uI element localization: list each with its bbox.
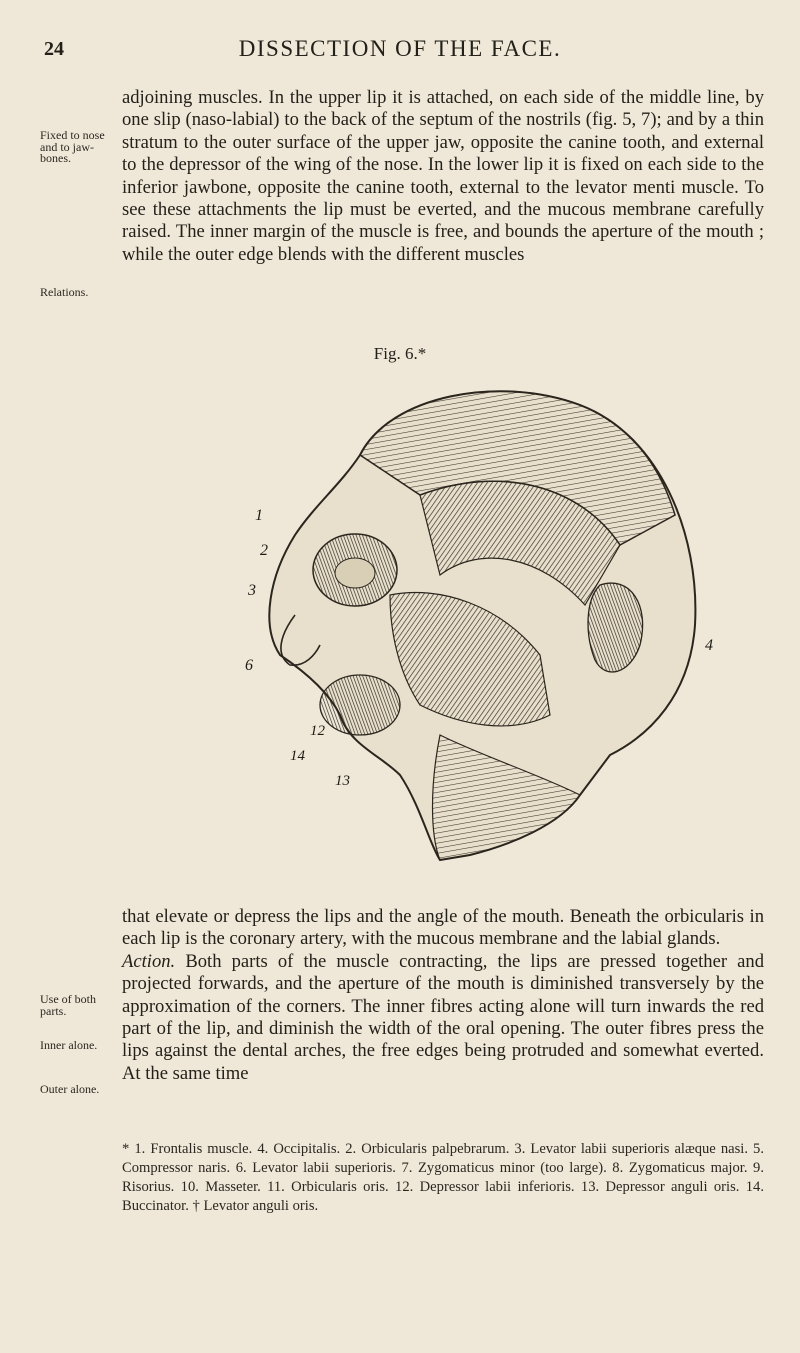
figure-label: 6	[245, 657, 253, 674]
margin-note-outer: Outer alone.	[40, 1082, 100, 1096]
running-title: DISSECTION OF THE FACE.	[238, 36, 562, 61]
margin-note-relations: Relations.	[40, 285, 89, 299]
body-paragraph-bottom	[122, 906, 764, 1085]
figure-label: 12	[310, 723, 325, 739]
page-header	[0, 32, 800, 72]
paragraph-text-2: Both parts of the muscle contracting, the lips are pressed together and projected forwards, and the aperture of the mouth is diminished transversely by the approximation of the corners. The inner fibres acting alone will turn inwards the red part of the lip, and diminish the width of the oral opening. The outer fibres press the lips against the dental arches, the free edges being protruded and somewhat everted. At the same time	[122, 950, 764, 1084]
figure-label: 1	[255, 507, 263, 524]
head-muscles-illustration	[240, 375, 720, 865]
figure-label: 14	[290, 748, 305, 764]
margin-note-use-both: Use of both parts.	[40, 992, 96, 1018]
figure-caption: Fig. 6.*	[373, 344, 427, 363]
body-paragraph-top	[122, 87, 764, 266]
figure-footnote: * 1. Frontalis muscle. 4. Occipitalis. 2. Orbicularis palpebrarum. 3. Levator labii superioris alæque nasi. 5. Compressor naris. 6. Levator labii superioris. 7. Zygomaticus minor (too large). 8. Zygomaticus major. 9. Risorius. 10. Masseter. 11. Orbicularis oris. 12. Depressor labii inferioris. 13. Depressor anguli oris. 14. Buccinator. † Levator anguli oris.	[122, 1141, 764, 1214]
figure-label: 2	[260, 542, 268, 559]
paragraph-text	[122, 906, 764, 1085]
action-label: Action.	[122, 950, 176, 972]
anatomical-figure	[240, 375, 720, 865]
margin-note-fixed: Fixed to nose and to jaw-bones.	[40, 128, 105, 165]
paragraph-text-1: that elevate or depress the lips and the angle of the mouth. Beneath the orbicularis in each lip is the coronary artery, with the mucous membrane and the labial glands.	[122, 906, 764, 950]
figure-label: 13	[335, 773, 350, 789]
page-number: 24	[44, 38, 64, 60]
figure-label: 4	[705, 637, 713, 654]
margin-note-inner: Inner alone.	[40, 1038, 98, 1052]
figure-label: 3	[248, 582, 256, 599]
paragraph-text: adjoining muscles. In the upper lip it is attached, on each side of the middle line, by one slip (naso-labial) to the back of the septum of the nostrils (fig. 5, 7); and by a thin stratum to the outer surface of the upper jaw, opposite the canine tooth, and external to the depressor of the wing of the nose. In the lower lip it is fixed on each side to the inferior jawbone, opposite the canine tooth, external to the levator menti muscle. To see these attachments the lip must be everted, and the mucous membrane carefully raised. The inner margin of the muscle is free, and bounds the aperture of the mouth ; while the outer edge blends with the different muscles	[122, 87, 764, 265]
